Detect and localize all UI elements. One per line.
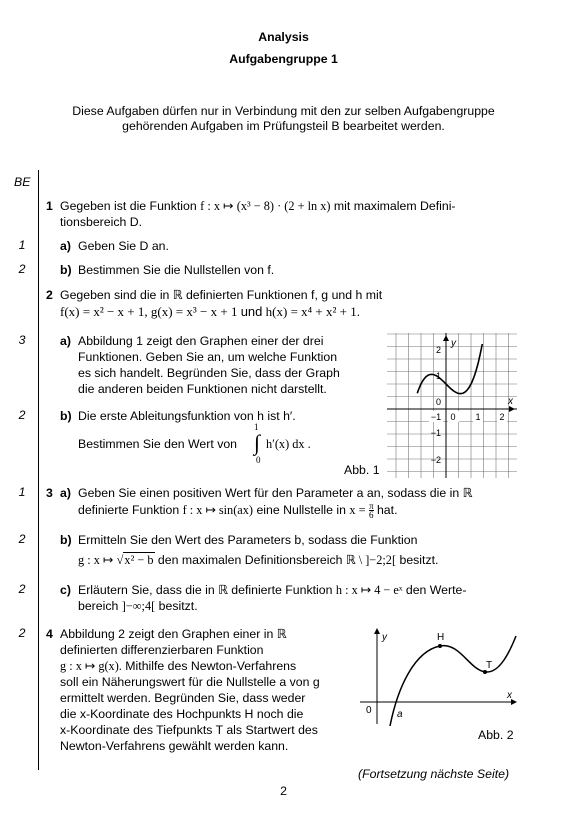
- task4-line7: x-Koordinate des Tiefpunkts T als Startwert des: [60, 723, 318, 737]
- task3a-line2: definierte Funktion f : x ↦ sin(ax) eine Nullstelle in x = $\frac{\pi}{6}$ hat.: [78, 501, 398, 521]
- task4-line2: definierten differenzierbaren Funktion: [60, 643, 264, 657]
- fig2-y-label: y: [382, 632, 387, 643]
- task2a-line4: die anderen beiden Funktionen nicht darstellt.: [78, 382, 327, 396]
- subject-title: Analysis: [258, 30, 309, 44]
- fig1-tick-x-minus1: −1: [430, 412, 442, 422]
- task3c-line2: bereich ]−∞;4[ besitzt.: [78, 599, 198, 613]
- fig1-curve: [417, 344, 482, 394]
- be-3c: 2: [18, 582, 26, 596]
- be-3a: 1: [18, 485, 26, 499]
- page-number: 2: [280, 784, 287, 798]
- task1b-text: Bestimmen Sie die Nullstellen von f.: [78, 263, 275, 277]
- task3b-label: b): [60, 533, 72, 547]
- task3-number: 3: [46, 486, 53, 500]
- fig2-origin: 0: [366, 705, 372, 716]
- fig1-y-label: y: [451, 338, 456, 349]
- integral-sign: ∫: [254, 430, 261, 455]
- be-1b: 2: [18, 262, 26, 276]
- task4-line5: ermittelt werden. Begründen Sie, dass weder: [60, 691, 306, 705]
- be-2b: 2: [18, 408, 26, 422]
- fig2-y-arrow: [374, 628, 380, 634]
- task3a-label: a): [60, 486, 71, 500]
- task4-line6: die x-Koordinate des Hochpunkts H noch die: [60, 707, 304, 721]
- fig2-curve: [390, 636, 516, 726]
- integral-upper: 1: [254, 422, 259, 432]
- figure-2: [360, 626, 520, 726]
- note-line-2: gehörenden Aufgaben im Prüfungsteil B bearbeitet werden.: [122, 119, 445, 133]
- task3c-label: c): [60, 583, 71, 597]
- fig1-tick-y-1: 1: [435, 371, 441, 381]
- fig1-tick-y-0: 0: [435, 397, 441, 407]
- task2a-line1: Abbildung 1 zeigt den Graphen einer der drei: [78, 334, 324, 348]
- task4-line1: Abbildung 2 zeigt den Graphen einer in ℝ: [60, 627, 287, 641]
- fig2-point-H: [438, 644, 442, 648]
- note-line-1: Diese Aufgaben dürfen nur in Verbindung mit den zur selben Aufgabengruppe: [72, 104, 495, 118]
- task2a-label: a): [60, 334, 71, 348]
- fig1-tick-y-minus2: −2: [430, 455, 441, 465]
- task1b-label: b): [60, 263, 72, 277]
- fig1-y-arrow: [443, 335, 449, 341]
- task2-number: 2: [46, 288, 53, 302]
- task1-number: 1: [46, 199, 53, 213]
- figure-1: [387, 333, 517, 478]
- task4-line4: soll ein Näherungswert für die Nullstelle a von g: [60, 675, 320, 689]
- task3a-line1: Geben Sie einen positiven Wert für den Parameter a an, sodass die in ℝ: [78, 486, 473, 500]
- task4-line8: Newton-Verfahrens gewählt werden kann.: [60, 739, 289, 753]
- task2a-line3: es sich handelt. Begründen Sie, dass der Graph: [78, 366, 340, 380]
- task2b-label: b): [60, 409, 72, 423]
- task3b-line2: g : x ↦ √x² − b den maximalen Definitionsbereich ℝ \ ]−2;2[ besitzt.: [78, 553, 439, 567]
- task2-line1: Gegeben sind die in ℝ definierten Funktionen f, g und h mit: [60, 288, 383, 302]
- fig1-tick-x-2: 2: [499, 412, 505, 422]
- integral-lower: 0: [256, 455, 261, 465]
- fig2-T-label: T: [486, 660, 493, 671]
- task2b-line2: Bestimmen Sie den Wert von: [78, 437, 238, 451]
- task1-line1: Gegeben ist die Funktion f : x ↦ (x³ − 8) · (2 + ln x) mit maximalem Defini-: [60, 199, 456, 213]
- fig2-x-label: x: [507, 690, 512, 701]
- task1-line2: tionsbereich D.: [60, 215, 143, 229]
- task3b-line1: Ermitteln Sie den Wert des Parameters b, sodass die Funktion: [78, 533, 418, 547]
- fig1-tick-x-1: 1: [475, 412, 481, 422]
- group-title: Aufgabengruppe 1: [229, 52, 338, 66]
- task3c-line1: Erläutern Sie, dass die in ℝ definierte Funktion h : x ↦ 4 − eˣ den Werte-: [78, 583, 467, 597]
- be-1a: 1: [18, 238, 26, 252]
- task4-number: 4: [46, 627, 53, 641]
- be-divider: [38, 170, 39, 770]
- fig1-caption: Abb. 1: [344, 463, 380, 477]
- task4-line3: g : x ↦ g(x). Mithilfe des Newton-Verfahrens: [60, 659, 297, 673]
- be-3b: 2: [18, 532, 26, 546]
- task2b-line1: Die erste Ableitungsfunktion von h ist h′.: [78, 409, 296, 423]
- continue-note: (Fortsetzung nächste Seite): [358, 767, 510, 781]
- fig2-caption: Abb. 2: [478, 728, 514, 742]
- be-4: 2: [18, 626, 26, 640]
- be-2a: 3: [18, 333, 26, 347]
- task2-functions: f(x) = x² − x + 1, g(x) = x³ − x + 1 und h(x) = x⁴ + x² + 1.: [60, 304, 360, 319]
- task1a-label: a): [60, 239, 71, 253]
- fig1-tick-x-0: 0: [450, 412, 456, 422]
- fig2-H-label: H: [437, 632, 445, 643]
- integral-expr: h′(x) dx .: [266, 437, 311, 451]
- task1a-text: Geben Sie D an.: [78, 239, 169, 253]
- fig1-tick-y-2: 2: [435, 345, 441, 355]
- fig1-x-label: x: [508, 396, 513, 407]
- fig2-a-label: a: [397, 709, 403, 720]
- be-header: BE: [14, 175, 31, 189]
- task2a-line2: Funktionen. Geben Sie an, um welche Funktion: [78, 350, 338, 364]
- fig1-tick-y-minus1: −1: [430, 428, 441, 438]
